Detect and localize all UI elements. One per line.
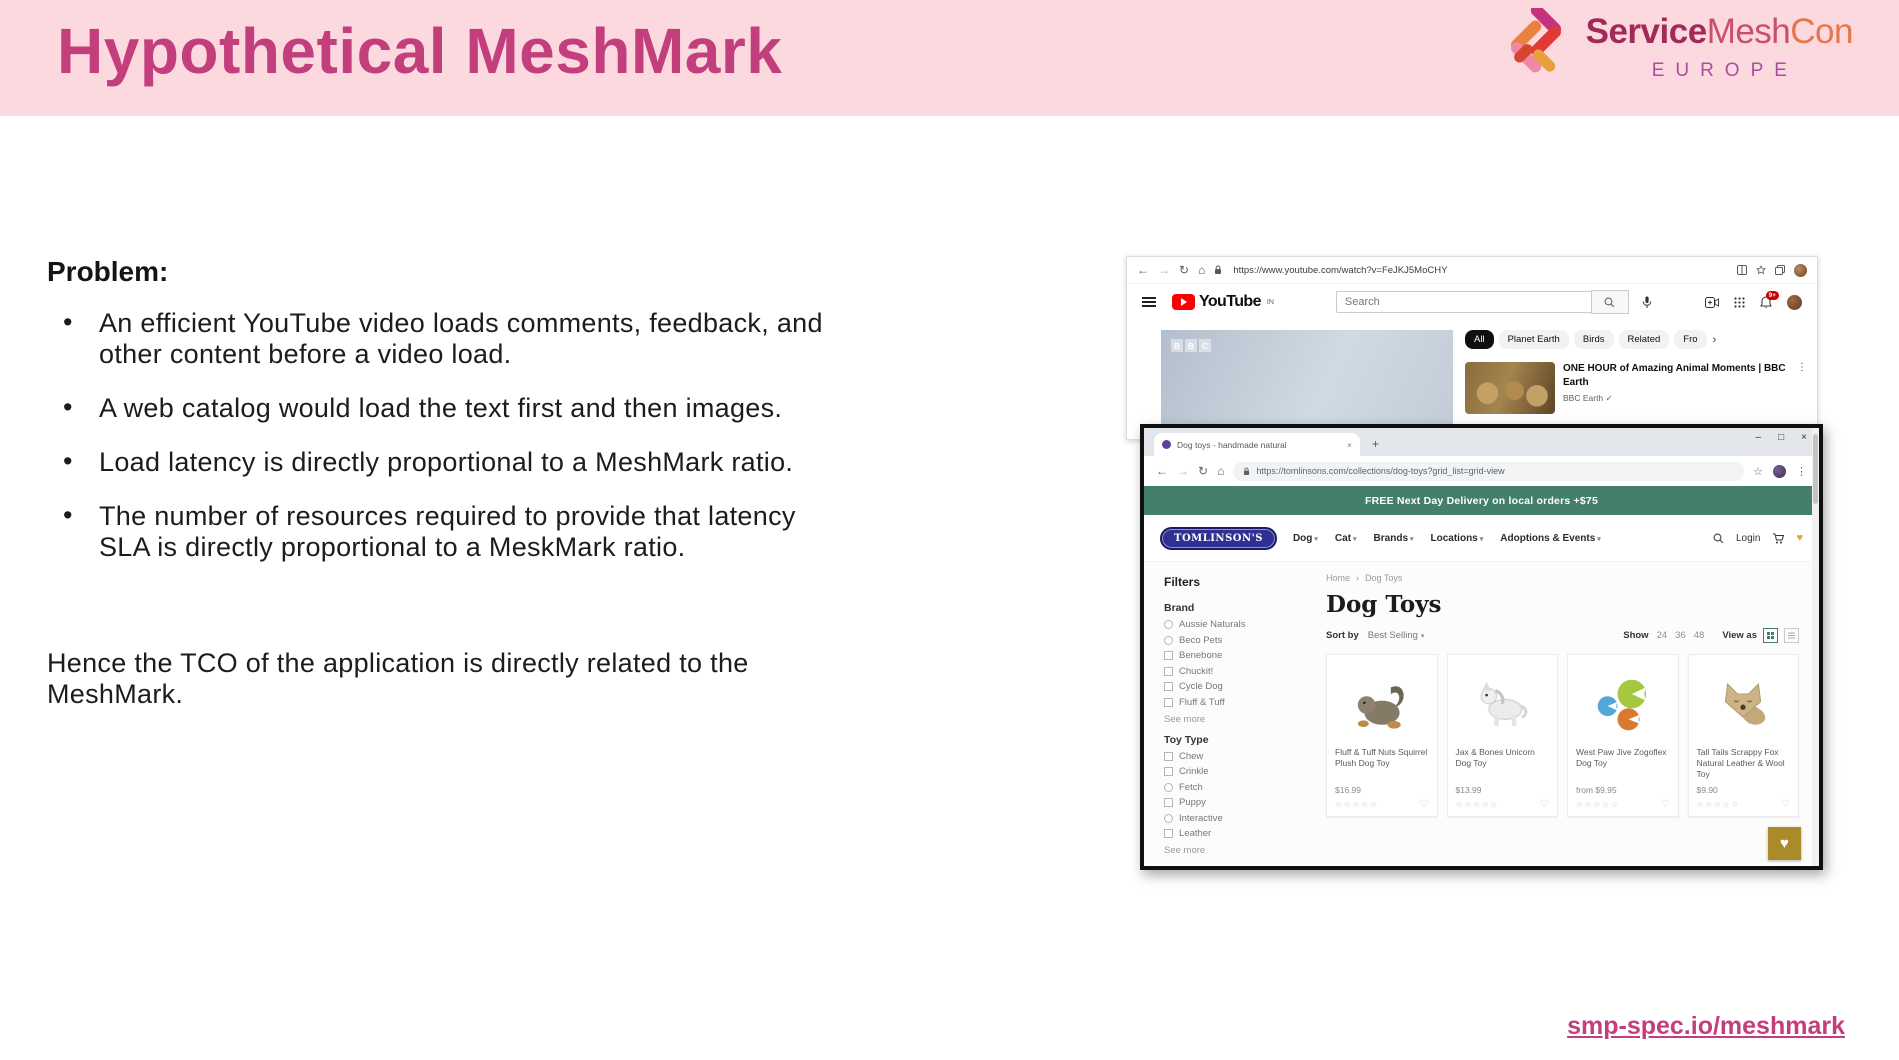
tomlinsons-logo[interactable]: TOMLINSON'S: [1160, 527, 1277, 550]
browser-toolbar: [1127, 257, 1817, 283]
filters-heading: Filters: [1164, 575, 1201, 589]
youtube-profile-avatar[interactable]: [1787, 295, 1802, 310]
youtube-header: [1127, 283, 1817, 320]
favorite-heart-icon[interactable]: ♡: [1419, 799, 1429, 810]
checkbox[interactable]: [1164, 783, 1173, 792]
product-price: from $9.95: [1576, 785, 1617, 795]
collections-icon[interactable]: [1775, 265, 1785, 275]
grid-view-icon[interactable]: [1763, 628, 1778, 643]
split-tabs-icon[interactable]: [1737, 265, 1747, 275]
minimize-button[interactable]: –: [1755, 432, 1762, 443]
suggested-video-meta: [1563, 362, 1805, 414]
refresh-icon[interactable]: ↻: [1179, 263, 1190, 277]
store-header: [1144, 515, 1819, 562]
show-24[interactable]: 24: [1656, 630, 1668, 641]
view-as-label: View as: [1722, 630, 1757, 641]
youtube-country-code: IN: [1266, 298, 1274, 306]
products-main: [1316, 562, 1819, 863]
login-link[interactable]: Login: [1736, 532, 1761, 544]
search-input[interactable]: [1336, 291, 1591, 313]
checkbox[interactable]: [1164, 698, 1173, 707]
filter-brand-option[interactable]: Aussie Naturals: [1164, 619, 1316, 630]
promo-banner: FREE Next Day Delivery on local orders +$75: [1144, 486, 1819, 515]
brand-mesh: Mesh: [1706, 12, 1791, 51]
filter-type-option[interactable]: Puppy: [1164, 797, 1316, 808]
product-image-unicorn: [1456, 663, 1550, 747]
youtube-play-icon: [1172, 294, 1195, 310]
heart-icon: ♥: [1780, 835, 1789, 852]
brand-con: Con: [1790, 12, 1853, 51]
filter-type-option[interactable]: Interactive: [1164, 813, 1316, 824]
checkbox[interactable]: [1164, 651, 1173, 660]
filter-type-option[interactable]: Leather: [1164, 828, 1316, 839]
notifications-button[interactable]: [1760, 291, 1776, 309]
nav-brands[interactable]: Brands ▾: [1373, 532, 1414, 544]
browser-toolbar: [1144, 456, 1819, 486]
bullet-item: • The number of resources required to provide that latency SLA is directly proportional to a MeskMark ratio.: [47, 501, 847, 563]
checkbox[interactable]: [1164, 682, 1173, 691]
new-tab-button[interactable]: +: [1372, 437, 1380, 451]
tab-strip: [1144, 428, 1819, 456]
bookmark-star-icon[interactable]: ☆: [1753, 465, 1763, 478]
chevron-down-icon: ▾: [1420, 632, 1425, 640]
nav-locations[interactable]: Locations ▾: [1430, 532, 1484, 544]
breadcrumb-home[interactable]: Home: [1326, 573, 1351, 583]
filter-brand-option[interactable]: Beco Pets: [1164, 635, 1316, 646]
apps-grid-icon[interactable]: [1734, 297, 1745, 308]
nav-cat[interactable]: Cat ▾: [1334, 532, 1357, 544]
favorite-heart-icon[interactable]: ♡: [1540, 799, 1549, 810]
bbc-letter: B: [1171, 339, 1183, 352]
back-icon[interactable]: ←: [1137, 263, 1149, 277]
tab-favicon: [1162, 440, 1171, 449]
product-price: $9.90: [1696, 785, 1718, 796]
product-card[interactable]: [1447, 654, 1559, 817]
more-options-icon[interactable]: ⋮: [1797, 362, 1807, 373]
home-icon[interactable]: ⌂: [1217, 464, 1225, 478]
window-controls: [1756, 432, 1807, 443]
nav-adoptions-events[interactable]: Adoptions & Events ▾: [1500, 532, 1601, 544]
tab-close-icon[interactable]: ×: [1347, 439, 1352, 450]
filter-type-option[interactable]: Fetch: [1164, 782, 1316, 793]
filter-brand-option[interactable]: Chuckit!: [1164, 666, 1316, 677]
verified-icon: ✓: [1605, 393, 1613, 403]
nav-dog[interactable]: Dog ▾: [1292, 532, 1318, 544]
browser-menu-icon[interactable]: ⋮: [1796, 465, 1807, 478]
filter-type-option[interactable]: Crinkle: [1164, 766, 1316, 777]
slide-title: Hypothetical MeshMark: [57, 15, 783, 87]
product-price: $16.99: [1335, 785, 1361, 795]
mic-icon[interactable]: [1642, 296, 1652, 309]
scrollbar-track[interactable]: [1812, 428, 1819, 866]
product-name[interactable]: Fluff & Tuff Nuts Squirrel Plush Dog Toy: [1335, 747, 1428, 769]
brand-wordmark: [1586, 12, 1853, 52]
favorite-heart-icon[interactable]: ♡: [1781, 799, 1790, 811]
store-nav: [1293, 533, 1601, 544]
create-video-icon[interactable]: [1705, 297, 1719, 308]
youtube-wordmark: YouTube: [1199, 293, 1261, 310]
toy-type-filter-heading: Toy Type: [1164, 733, 1209, 746]
show-48[interactable]: 48: [1693, 630, 1705, 641]
suggested-video-thumbnail[interactable]: [1465, 362, 1555, 414]
product-image-discs: [1576, 663, 1670, 747]
address-bar[interactable]: https://www.youtube.com/watch?v=FeJKJ5MoCHY: [1233, 264, 1448, 276]
suggested-video-title[interactable]: ONE HOUR of Amazing Animal Moments | BBC Earth: [1563, 363, 1786, 388]
list-view-icon[interactable]: [1784, 628, 1799, 643]
menu-icon[interactable]: [1142, 297, 1156, 307]
youtube-logo[interactable]: [1172, 293, 1274, 311]
brand-region: EUROPE: [1651, 60, 1798, 81]
favorite-heart-icon[interactable]: ♡: [1660, 799, 1670, 810]
lock-icon: [1243, 467, 1250, 476]
youtube-browser-window: [1126, 256, 1818, 440]
see-more-link[interactable]: See more: [1164, 845, 1206, 856]
store-body: [1144, 562, 1819, 863]
chip-related[interactable]: Related: [1619, 330, 1670, 349]
checkbox[interactable]: [1164, 767, 1173, 776]
star-rating: ☆☆☆☆☆: [1335, 800, 1379, 809]
checkbox[interactable]: [1164, 814, 1173, 823]
checkbox[interactable]: [1164, 798, 1173, 807]
store-browser-window: [1140, 424, 1823, 870]
cart-icon[interactable]: [1772, 533, 1784, 544]
chip-all[interactable]: All: [1465, 330, 1494, 349]
star-rating: ☆☆☆☆☆: [1576, 800, 1620, 809]
suggested-video-channel[interactable]: [1563, 393, 1795, 404]
bullet-list: [47, 308, 847, 586]
close-button[interactable]: ×: [1801, 432, 1807, 443]
url-text: https://tomlinsons.com/collections/dog-toys?grid_list=grid-view: [1256, 466, 1505, 476]
browser-profile-avatar[interactable]: [1773, 465, 1786, 478]
chip-planet-earth[interactable]: Planet Earth: [1499, 330, 1569, 349]
wishlist-fab[interactable]: [1768, 827, 1801, 860]
sort-select[interactable]: Best Selling: [1367, 630, 1418, 641]
bullet-item: • Load latency is directly proportional to a MeshMark ratio.: [47, 447, 847, 478]
problem-heading: Problem:: [47, 256, 169, 287]
scrollbar-thumb[interactable]: [1813, 434, 1818, 504]
forward-icon[interactable]: →: [1177, 464, 1189, 478]
browser-toolbar-actions: [1737, 264, 1807, 277]
bbc-letter: C: [1199, 339, 1211, 352]
browser-profile-avatar[interactable]: [1794, 264, 1807, 277]
search-button[interactable]: [1591, 290, 1629, 314]
footer-link[interactable]: smp-spec.io/meshmark: [1567, 1012, 1845, 1040]
home-icon[interactable]: ⌂: [1198, 263, 1206, 277]
search-icon: [1604, 297, 1615, 308]
browser-toolbar-actions: [1753, 465, 1807, 478]
product-price: $13.99: [1455, 785, 1482, 795]
browser-tab[interactable]: [1154, 433, 1360, 456]
lock-icon: [1214, 265, 1222, 275]
product-name[interactable]: Jax & Bones Unicorn Dog Toy: [1455, 747, 1535, 769]
wishlist-heart-icon[interactable]: ♥: [1796, 532, 1803, 544]
search-icon[interactable]: [1713, 533, 1724, 544]
product-card[interactable]: [1567, 654, 1679, 817]
bullet-item: • A web catalog would load the text first and then images.: [47, 393, 847, 424]
refresh-icon[interactable]: ↻: [1198, 464, 1209, 478]
sort-label: Sort by: [1326, 630, 1359, 641]
filter-brand-option[interactable]: Cycle Dog: [1164, 681, 1316, 692]
chip-from[interactable]: Fro: [1674, 330, 1706, 349]
filters-sidebar: [1144, 562, 1316, 863]
breadcrumb-current: Dog Toys: [1365, 573, 1403, 583]
servicemeshcon-logo: [1500, 8, 1853, 86]
see-more-link[interactable]: See more: [1164, 713, 1206, 725]
product-image-squirrel: [1335, 663, 1429, 747]
address-bar[interactable]: [1233, 462, 1744, 481]
product-image-fox: [1697, 663, 1791, 747]
product-grid: [1326, 654, 1799, 817]
breadcrumb-separator: ›: [1356, 573, 1360, 583]
filter-chips: [1465, 330, 1805, 349]
product-name[interactable]: West Paw Jive Zogoflex Dog Toy: [1576, 747, 1667, 769]
chip-birds[interactable]: Birds: [1574, 330, 1614, 349]
youtube-header-actions: [1705, 291, 1802, 310]
mesh-weave-icon: [1500, 8, 1572, 86]
channel-name: BBC Earth: [1563, 393, 1604, 403]
sort-row: [1326, 628, 1799, 643]
back-icon[interactable]: ←: [1156, 464, 1168, 478]
filter-brand-option[interactable]: Benebone: [1164, 650, 1316, 661]
suggested-video[interactable]: [1465, 362, 1805, 414]
search-bar: [1336, 290, 1629, 314]
forward-icon[interactable]: →: [1158, 263, 1170, 277]
conclusion-text: Hence the TCO of the application is directly related to the MeshMark.: [47, 648, 749, 709]
notification-badge: 9+: [1766, 291, 1779, 300]
star-rating: ☆☆☆☆☆: [1455, 800, 1499, 809]
star-rating: ☆☆☆☆☆: [1696, 800, 1740, 810]
product-card[interactable]: [1688, 654, 1800, 817]
checkbox[interactable]: [1164, 829, 1173, 838]
checkbox[interactable]: [1164, 752, 1173, 761]
breadcrumb: [1326, 573, 1799, 583]
filter-brand-option[interactable]: Fluff & Tuff: [1164, 697, 1316, 708]
checkbox[interactable]: [1164, 620, 1173, 629]
maximize-button[interactable]: □: [1778, 432, 1785, 443]
bullet-item: • An efficient YouTube video loads comments, feedback, and other content before a video load.: [47, 308, 847, 370]
checkbox[interactable]: [1164, 667, 1173, 676]
product-card[interactable]: [1326, 654, 1438, 817]
store-header-actions: [1713, 532, 1803, 544]
show-36[interactable]: 36: [1675, 630, 1686, 641]
checkbox[interactable]: [1164, 636, 1173, 645]
chips-scroll-icon[interactable]: ›: [1712, 333, 1717, 346]
favorites-icon[interactable]: [1756, 265, 1766, 275]
brand-service: Service: [1585, 12, 1707, 51]
page-title: Dog Toys: [1326, 591, 1442, 618]
bbc-logo: [1171, 339, 1211, 352]
show-label: Show: [1623, 630, 1649, 641]
youtube-content: [1127, 320, 1817, 440]
product-name[interactable]: Tall Tails Scrappy Fox Natural Leather & Wool Toy: [1696, 747, 1785, 780]
brand-filter-heading: Brand: [1164, 602, 1195, 614]
filter-type-option[interactable]: Chew: [1164, 751, 1316, 762]
bbc-letter: B: [1185, 339, 1197, 352]
tab-title: Dog toys - handmade natural: [1177, 439, 1287, 450]
